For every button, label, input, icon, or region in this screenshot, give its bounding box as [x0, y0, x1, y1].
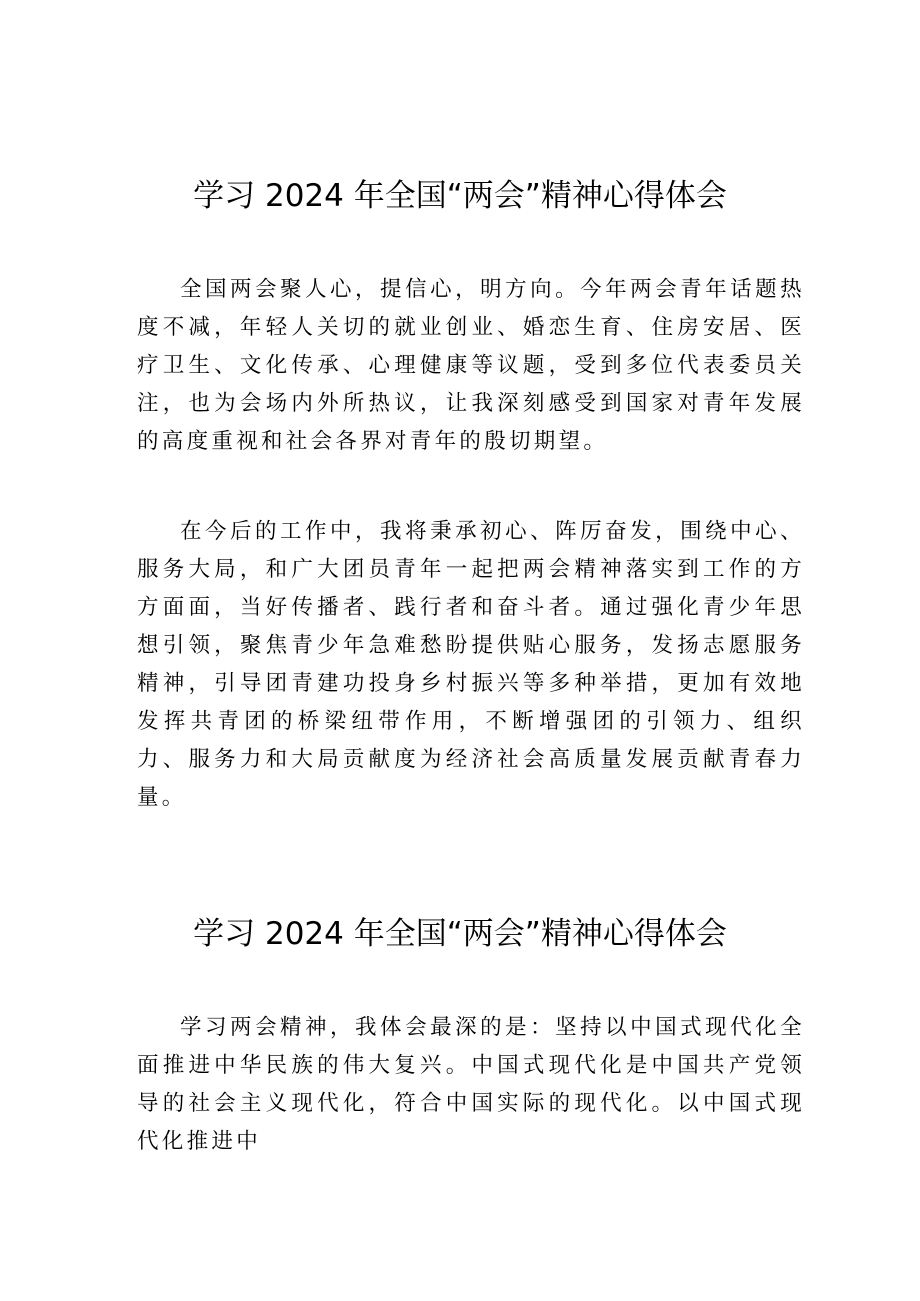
section-1-paragraph-1: 全国两会聚人心，提信心，明方向。今年两会青年话题热度不减，年轻人关切的就业创业、婚恋生育、住房安居、医疗卫生、文化传承、心理健康等议题，受到多位代表委员关注，也为会场内外所热议，让我深刻感受到国家对青年发展的高度重视和社会各界对青年的殷切期望。 — [137, 277, 805, 454]
section-1-paragraph-2: 在今后的工作中，我将秉承初心、阵厉奋发，围绕中心、服务大局，和广大团员青年一起把两会精神落实到工作的方方面面，当好传播者、践行者和奋斗者。通过强化青少年思想引领，聚焦青少年急难愁盼提供贴心服务，发扬志愿服务精神，引导团青建功投身乡村振兴等多种举措，更加有效地发挥共青团的桥梁纽带作用，不断增强团的引领力、组织力、服务力和大局贡献度为经济社会高质量发展贡献青春力量。 — [137, 519, 805, 810]
section-title-1: 学习 2024 年全国“两会”精神心得体会 — [193, 178, 727, 214]
section-title-2: 学习 2024 年全国“两会”精神心得体会 — [193, 916, 727, 952]
section-2-paragraph-1: 学习两会精神，我体会最深的是：坚持以中国式现代化全面推进中华民族的伟大复兴。中国式现代化是中国共产党领导的社会主义现代化，符合中国实际的现代化。以中国式现代化推进中 — [137, 1015, 805, 1154]
